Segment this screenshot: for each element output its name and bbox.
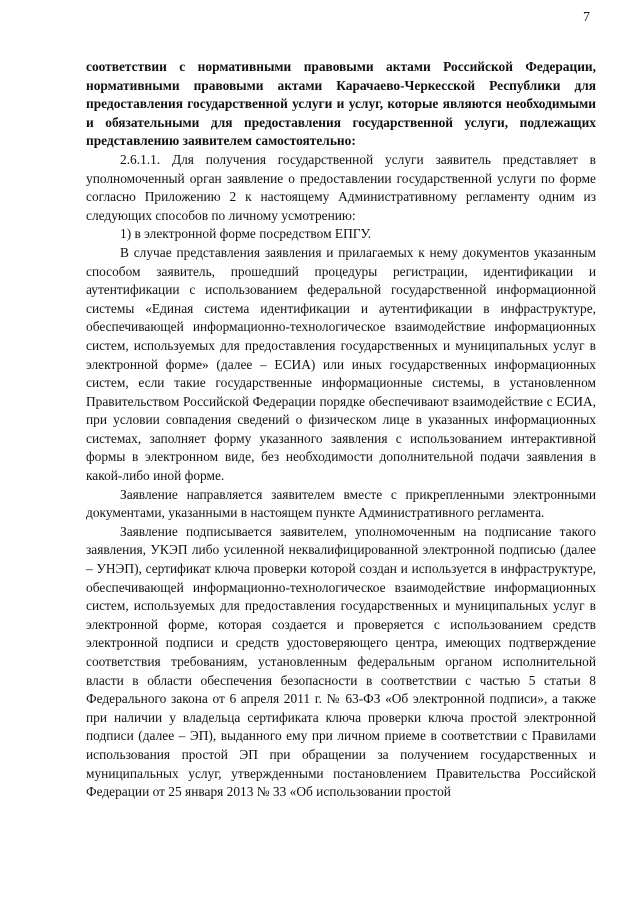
paragraph-electronic-form: 1) в электронной форме посредством ЕПГУ. [120,226,372,242]
paragraph-signature: Заявление подписывается заявителем, уполномоченным на подписание такого заявления, УКЭП либо усиленной неквалифицированной электронной подписью (далее – УНЭП), сертификат ключа проверки которой создан и используется в инфраструктуре, обеспечивающей информационно-технологическое взаимодействие информационных систем, используемых для предоставления государственных и муниципальных услуг в электронной форме, которая создается и проверяется с использованием средств электронной подписи и средств удостоверяющего центра, имеющих подтверждение соответствия требованиям, установленным федеральным органом исполнительной власти в области обеспечения безопасности в соответствии с частью 5 статьи 8 Федерального закона от 6 апреля 2011 г. № 63-ФЗ «Об электронной подписи», а также при наличии у владельца сертификата ключа проверки ключа простой электронной подписи (далее – ЭП), выданного ему при личном приеме в соответствии с Правилами использования простой ЭП при обращении за получением государственных и муниципальных услуг, утвержденными постановлением Правительства Российской Федерации от 25 января 2013 № 33 «Об использовании простой [86,523,596,800]
paragraph-2-6-1-1: 2.6.1.1. Для получения государственной услуги заявитель представляет в уполномоченный орган заявление о предоставлении государственной услуги по форме согласно Приложению 2 к настоящему Административному регламенту одним из следующих способов по личному усмотрению: [86,151,596,223]
paragraph-esia-submission: В случае представления заявления и прилагаемых к нему документов указанным способом заявитель, прошедший процедуры регистрации, идентификации и аутентификации с использованием федеральной государственной информационной системы «Единая система идентификации и аутентификации в инфраструктуре, обеспечивающей информационно-технологическое взаимодействие информационных систем, используемых для предоставления государственных и муниципальных услуг в электронной форме» (далее – ЕСИА) или иных государственных информационных систем, если такие государственные информационные системы, в установленном Правительством Российской Федерации порядке обеспечивают взаимодействие с ЕСИА, при условии совпадения сведений о физическом лице в указанных информационных системах, заполняет форму указанного заявления с использованием интерактивной формы в электронном виде, без необходимости дополнительной подачи заявления в какой-либо иной форме. [86,244,596,484]
paragraph-requirements-heading: соответствии с нормативными правовыми актами Российской Федерации, нормативными правовыми актами Карачаево-Черкесской Республики для предоставления государственной услуги и услуг, которые являются необходимыми и обязательными для предоставления государственной услуги, подлежащих представлению заявителем самостоятельно: [86,59,596,149]
paragraph-attachments: Заявление направляется заявителем вместе с прикрепленными электронными документами, указанными в настоящем пункте Административного регламента. [86,486,596,521]
document-body [86,58,596,802]
page-number: 7 [583,10,590,25]
